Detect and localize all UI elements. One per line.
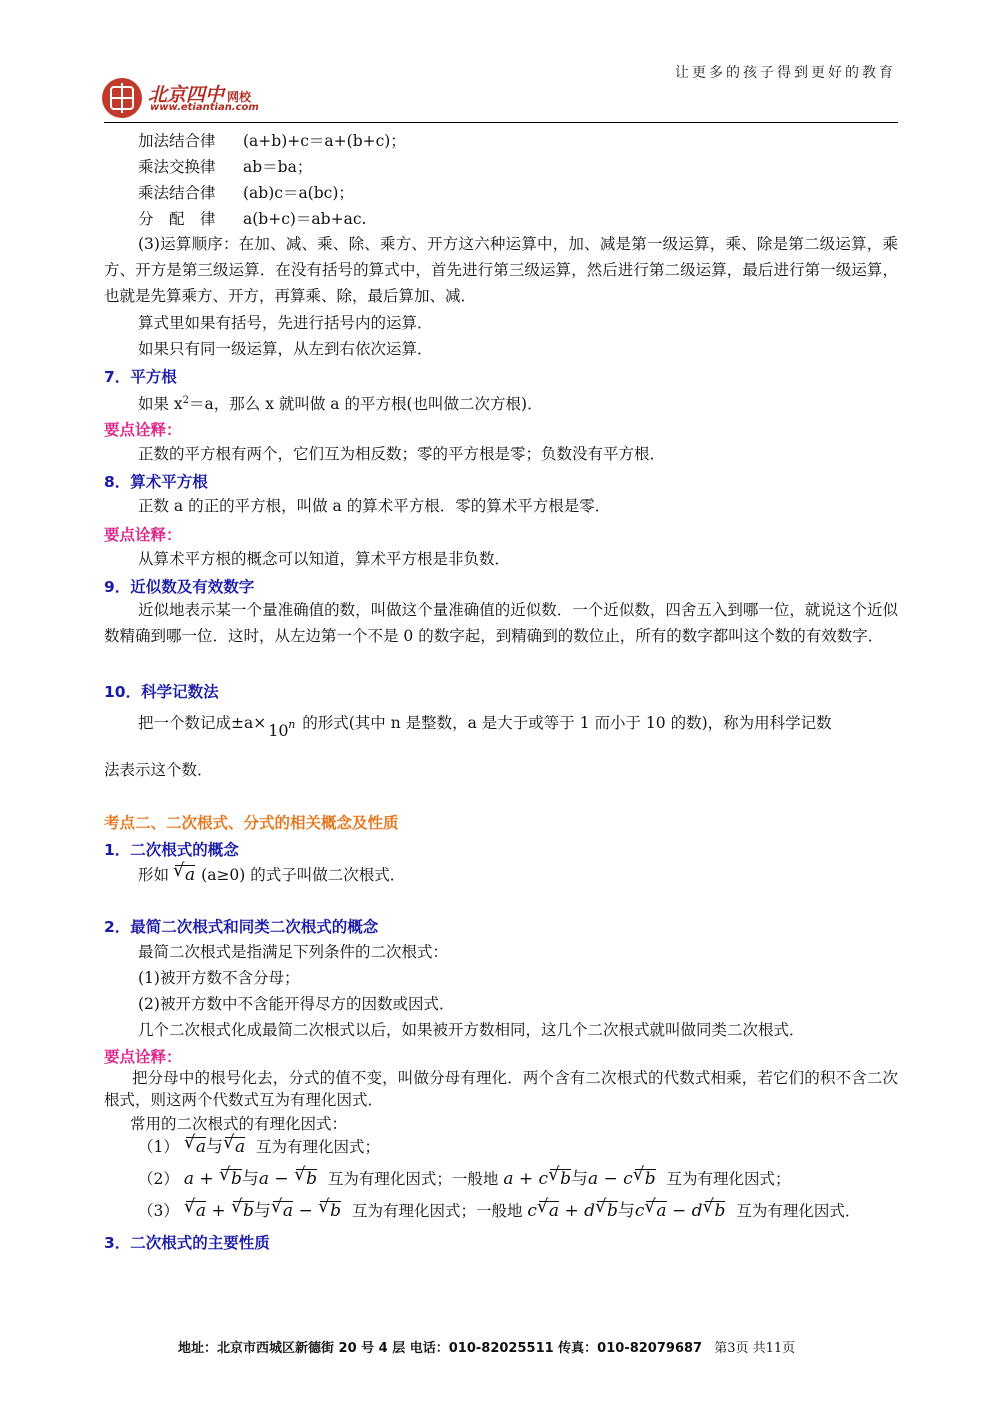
section-10-text: 把一个数记成±a× 10 n 的形式(其中 n 是整数，a 是大于或等于 1 而小于 10 的数)，称为用科学记数	[138, 714, 832, 740]
header	[0, 0, 1000, 125]
header-divider	[104, 122, 898, 123]
law-row: 分 配 律 a(b+c)＝ab+ac.	[138, 210, 367, 228]
slogan: 让更多的孩子得到更好的教育	[675, 65, 896, 81]
key-note-label: 要点诠释：	[104, 421, 182, 439]
section-9-text: 近似地表示某一个量准确值的数，叫做这个量准确值的近似数．一个近似数，四舍五入到哪一位，就说这个近似数精确到哪一位．这时，从左边第一个不是 0 的数字起，到精确到的数位止，所有的数字都叫这个数的有效数字．	[104, 601, 898, 645]
kp2-s1-text: 形如√ a (a≥0) 的式子叫做二次根式．	[138, 864, 405, 886]
rational-row-1: （1） √ a与√ a 互为有理化因式；	[138, 1136, 380, 1158]
law-row: 加法结合律 (a+b)+c＝a+(b+c)；	[138, 132, 406, 150]
kp2-note: 把分母中的根号化去，分式的值不变，叫做分母有理化．两个含有二次根式的代数式相乘，若它们的积不含二次根式，则这两个代数式互为有理化因式．	[104, 1069, 898, 1109]
rational-row-2: （2） a + √ b与a − √ b 互为有理化因式；一般地 a + c√ b与a − c√ b 互为有理化因式；	[138, 1168, 791, 1190]
section-10-text-end: 法表示这个数．	[104, 761, 213, 779]
kp2-s2-line: (2)被开方数中不含能开得尽方的因数或因式．	[138, 995, 455, 1013]
section-10-title: 10．科学记数法	[104, 683, 219, 701]
section-7-title: 7．平方根	[104, 368, 177, 386]
order-bracket: 算式里如果有括号，先进行括号内的运算．	[138, 314, 433, 332]
section-8-title: 8．算术平方根	[104, 473, 208, 491]
kp2-s3-title: 3．二次根式的主要性质	[104, 1234, 270, 1252]
logo-url: www.etiantian.com	[150, 102, 259, 113]
law-row: 乘法交换律 ab＝ba；	[138, 158, 313, 176]
order-same-level: 如果只有同一级运算，从左到右依次运算．	[138, 340, 433, 358]
kp2-s1-title: 1．二次根式的概念	[104, 841, 239, 859]
section-7-text: 如果 $x^2=a$，那么 x 就叫做 a 的平方根(也叫做二次方根)．	[138, 395, 543, 414]
section-9-title: 9．近似数及有效数字	[104, 578, 255, 596]
law-row: 乘法结合律 (ab)c＝a(bc)；	[138, 184, 354, 202]
rational-row-3: （3） √ a + √ b与√ a − √ b 互为有理化因式；一般地 c√ a + d√ b与c√ a − d√ b 互为有理化因式．	[138, 1200, 860, 1222]
section-8-text: 正数 a 的正的平方根，叫做 a 的算术平方根．零的算术平方根是零．	[138, 497, 611, 515]
kp2-s2-line: 几个二次根式化成最简二次根式以后，如果被开方数相同，这几个二次根式就叫做同类二次根式．	[138, 1021, 805, 1039]
kp2-s2-line: 最简二次根式是指满足下列条件的二次根式：	[138, 943, 449, 961]
section-8-note: 从算术平方根的概念可以知道，算术平方根是非负数．	[138, 550, 511, 568]
kp2-note-common: 常用的二次根式的有理化因式：	[130, 1115, 348, 1133]
kp2-s2-line: (1)被开方数不含分母；	[138, 969, 300, 987]
key-note-label: 要点诠释：	[104, 1048, 182, 1066]
kp2-s2-title: 2．最简二次根式和同类二次根式的概念	[104, 918, 379, 936]
order-paragraph: (3)运算顺序：在加、减、乘、除、乘方、开方这六种运算中，加、减是第一级运算，乘、除是第二级运算，乘方、开方是第三级运算．在没有括号的算式中，首先进行第三级运算，然后进行第二级运算，最后进行第一级运算，也就是先算乘方、开方，再算乘、除，最后算加、减．	[104, 235, 898, 305]
logo-icon	[102, 78, 142, 118]
kp2-title: 考点二、二次根式、分式的相关概念及性质	[104, 814, 399, 832]
key-note-label: 要点诠释：	[104, 526, 182, 544]
footer: 地址：北京市西城区新德街 20 号 4 层 电话：010-82025511 传真：010-82079687 第3页 共11页	[178, 1341, 796, 1356]
logo-text: 北京四中 网校	[148, 84, 252, 106]
section-7-note: 正数的平方根有两个，它们互为相反数；零的平方根是零；负数没有平方根．	[138, 445, 666, 463]
